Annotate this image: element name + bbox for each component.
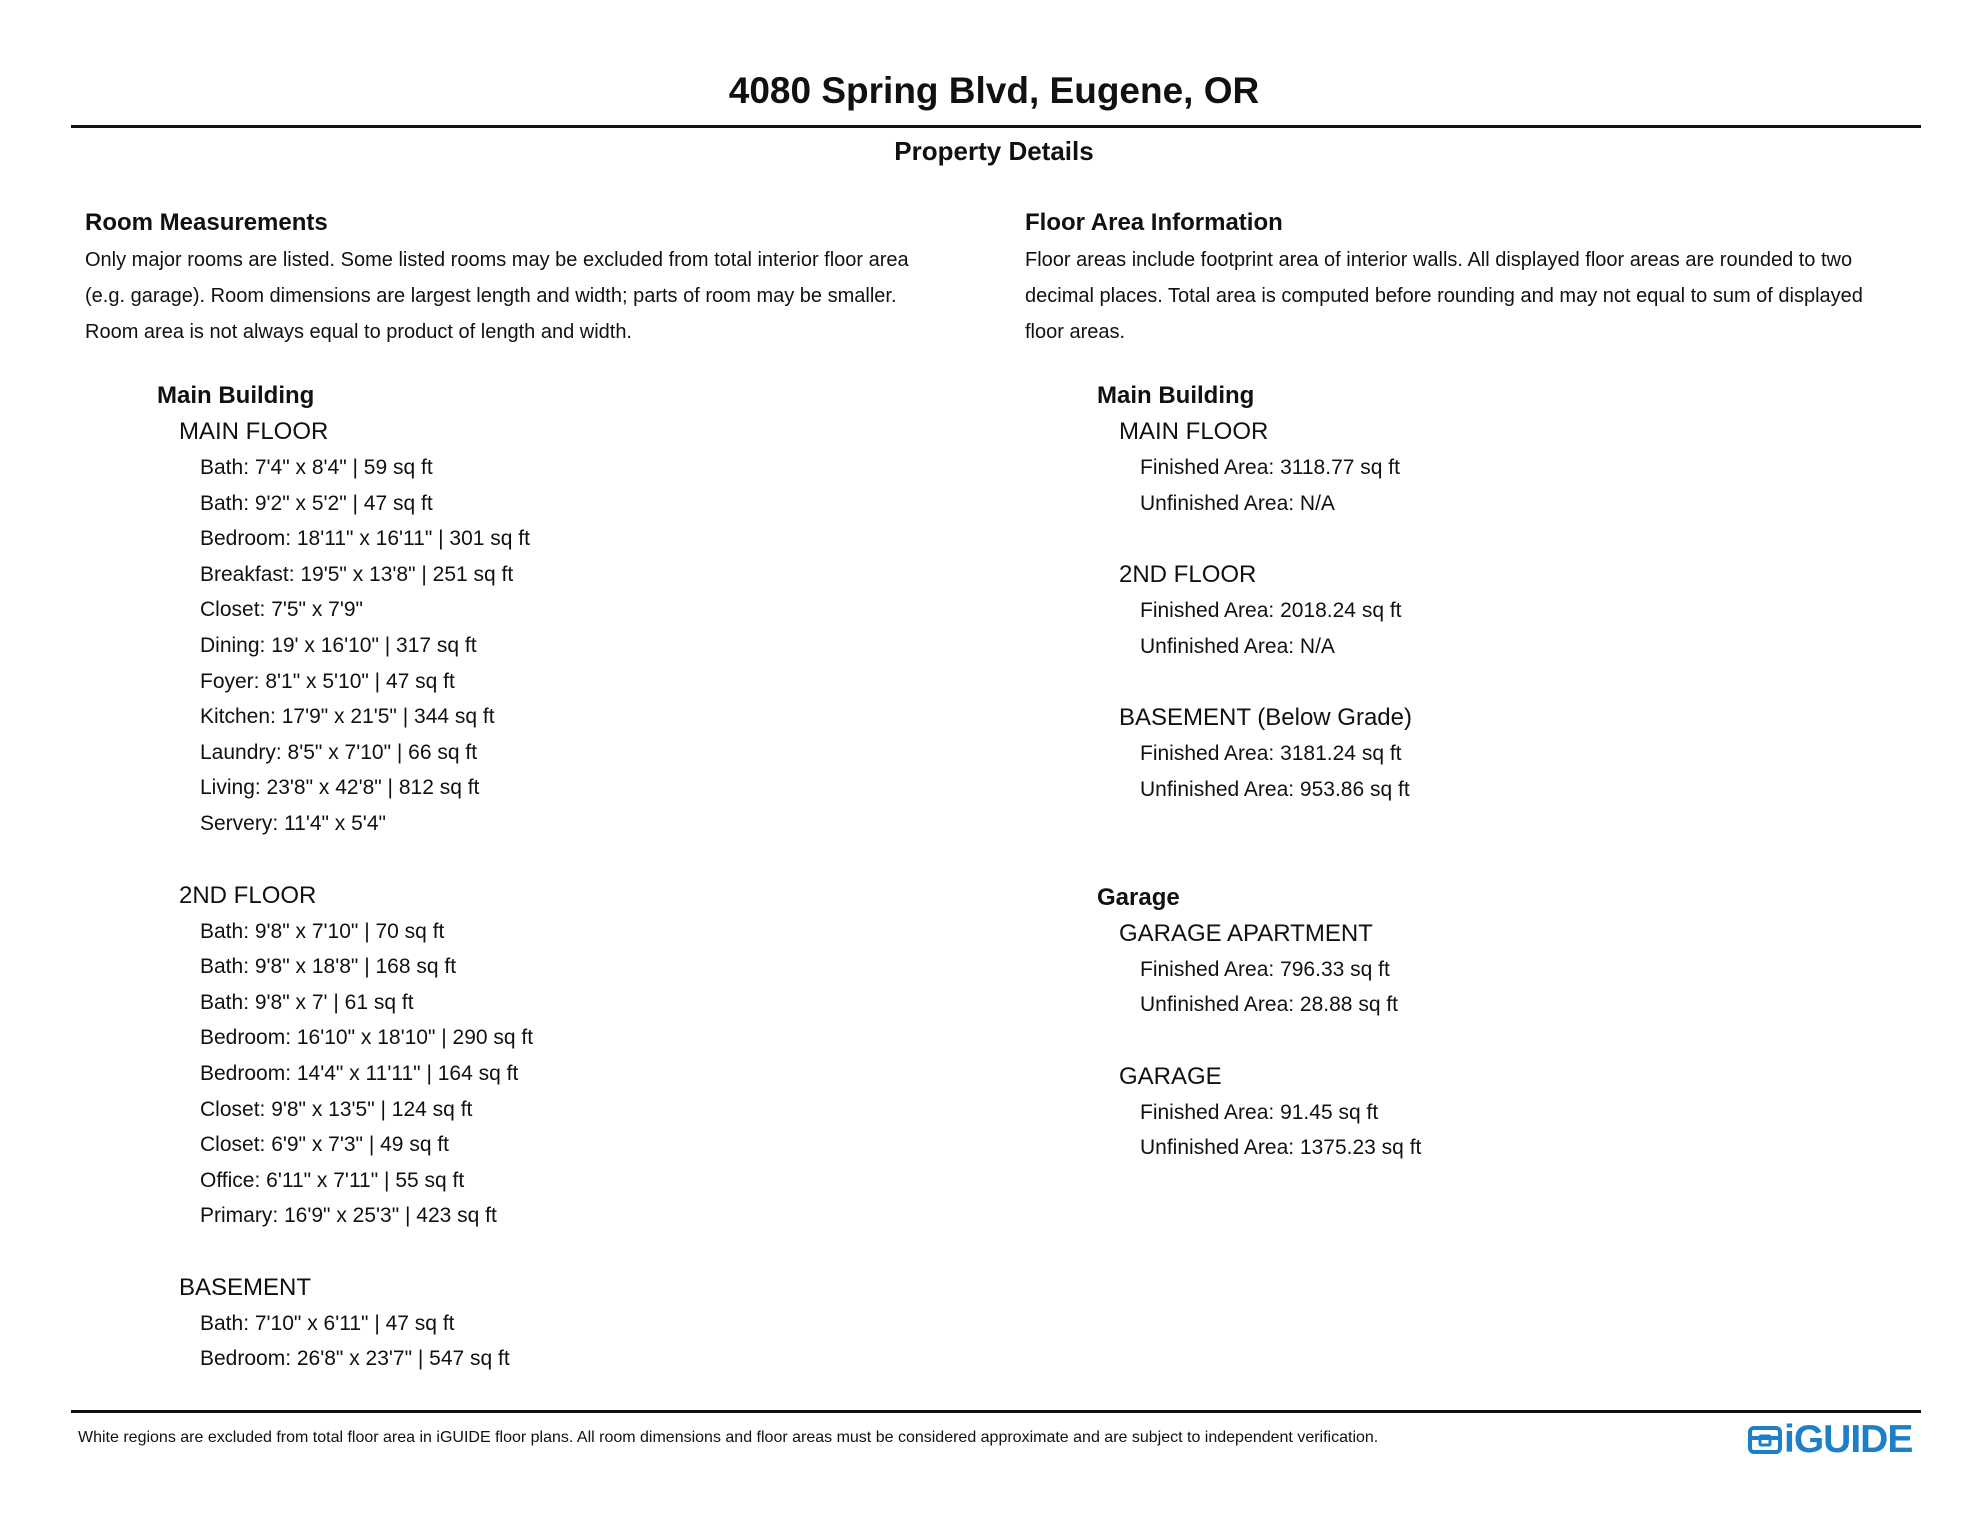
floor-main — [179, 414, 985, 842]
floor-area-heading: Floor Area Information — [1025, 209, 1283, 236]
room-item: Closet: 6'9" x 7'3" | 49 sq ft — [200, 1133, 450, 1157]
building-heading: Main Building — [157, 382, 315, 409]
area-list — [1140, 450, 1955, 521]
floor-heading: BASEMENT (Below Grade) — [1119, 704, 1412, 732]
room-item: Bath: 9'2" x 5'2" | 47 sq ft — [200, 491, 433, 515]
iguide-logo — [1748, 1418, 1912, 1462]
room-item: Foyer: 8'1" x 5'10" | 47 sq ft — [200, 669, 455, 693]
room-item: Bath: 9'8" x 18'8" | 168 sq ft — [200, 955, 457, 979]
floor-area-section — [1025, 206, 1955, 1166]
spacer — [1097, 521, 1955, 557]
footer-disclaimer: White regions are excluded from total floor area in iGUIDE floor plans. All room dimensions and floor areas must be considered approximate and are subject to independent verification. — [78, 1429, 1379, 1446]
room-item: Primary: 16'9" x 25'3" | 423 sq ft — [200, 1204, 497, 1228]
room-item: Dining: 19' x 16'10" | 317 sq ft — [200, 633, 477, 657]
room-item: Office: 6'11" x 7'11" | 55 sq ft — [200, 1168, 465, 1192]
floor-heading: BASEMENT — [179, 1273, 312, 1301]
room-item: Bath: 7'4" x 8'4" | 59 sq ft — [200, 456, 433, 479]
spacer — [157, 1234, 985, 1270]
floor-heading: 2ND FLOOR — [179, 881, 317, 909]
room-list — [200, 450, 985, 842]
intro-line: Only major rooms are listed. Some listed rooms may be excluded from total interior floor area — [85, 249, 909, 271]
finished-area: Finished Area: 3181.24 sq ft — [1140, 742, 1402, 766]
floor-heading: MAIN FLOOR — [1119, 418, 1269, 445]
finished-area: Finished Area: 2018.24 sq ft — [1140, 599, 1402, 623]
floor-heading: 2ND FLOOR — [1119, 561, 1257, 589]
finished-area: Finished Area: 91.45 sq ft — [1140, 1100, 1379, 1124]
room-item: Closet: 9'8" x 13'5" | 124 sq ft — [200, 1097, 473, 1121]
intro-line: Floor areas include footprint area of interior walls. All displayed floor areas are rounded to two — [1025, 249, 1853, 271]
room-item: Breakfast: 19'5" x 13'8" | 251 sq ft — [200, 562, 514, 586]
area-list — [1140, 736, 1955, 807]
area-list — [1140, 952, 1955, 1023]
unfinished-area: Unfinished Area: N/A — [1140, 491, 1335, 515]
floor-second — [179, 878, 985, 1234]
unfinished-area: Unfinished Area: N/A — [1140, 634, 1335, 658]
floor-heading: GARAGE — [1119, 1062, 1222, 1090]
intro-line: decimal places. Total area is computed before rounding and may not equal to sum of displayed — [1025, 285, 1863, 307]
garage-heading: Garage — [1097, 883, 1180, 911]
room-list — [200, 1306, 985, 1377]
iguide-logo-icon — [1748, 1424, 1784, 1456]
iguide-logo-text: iGUIDE — [1784, 1418, 1913, 1461]
main-building-areas — [1097, 378, 1955, 1166]
room-item: Bath: 7'10" x 6'11" | 47 sq ft — [200, 1311, 455, 1335]
spacer — [157, 842, 985, 878]
area-garage-apartment — [1119, 916, 1955, 1023]
room-item: Living: 23'8" x 42'8" | 812 sq ft — [200, 776, 480, 800]
floor-heading: MAIN FLOOR — [179, 418, 329, 445]
room-item: Bedroom: 18'11" x 16'11" | 301 sq ft — [200, 527, 530, 551]
page-title: 4080 Spring Blvd, Eugene, OR — [728, 70, 1260, 111]
room-item: Bath: 9'8" x 7'10" | 70 sq ft — [200, 919, 445, 943]
area-garage — [1119, 1059, 1955, 1166]
building-heading: Main Building — [1097, 382, 1255, 409]
unfinished-area: Unfinished Area: 1375.23 sq ft — [1140, 1136, 1422, 1160]
spacer — [1097, 1023, 1955, 1059]
footer-divider — [71, 1410, 1921, 1413]
room-measurements-section — [85, 206, 985, 1377]
room-measurements-heading: Room Measurements — [85, 209, 328, 236]
area-second-floor — [1119, 557, 1955, 664]
floor-area-intro — [1025, 242, 1955, 350]
room-item: Servery: 11'4" x 5'4" — [200, 811, 386, 835]
spacer — [1097, 664, 1955, 700]
room-item: Kitchen: 17'9" x 21'5" | 344 sq ft — [200, 705, 495, 729]
area-basement — [1119, 700, 1955, 807]
room-item: Bath: 9'8" x 7' | 61 sq ft — [200, 990, 414, 1014]
room-list — [200, 914, 985, 1234]
floor-basement — [179, 1270, 985, 1377]
room-item: Bedroom: 16'10" x 18'10" | 290 sq ft — [200, 1026, 534, 1050]
unfinished-area: Unfinished Area: 953.86 sq ft — [1140, 777, 1410, 801]
main-building-rooms — [157, 378, 985, 1377]
finished-area: Finished Area: 796.33 sq ft — [1140, 957, 1390, 981]
room-measurements-intro — [85, 242, 985, 350]
unfinished-area: Unfinished Area: 28.88 sq ft — [1140, 993, 1398, 1017]
area-main-floor — [1119, 414, 1955, 521]
finished-area: Finished Area: 3118.77 sq ft — [1140, 456, 1400, 479]
area-list — [1140, 1095, 1955, 1166]
intro-line: floor areas. — [1025, 321, 1126, 343]
floor-heading: GARAGE APARTMENT — [1119, 919, 1373, 947]
room-item: Closet: 7'5" x 7'9" — [200, 598, 364, 622]
room-item: Bedroom: 14'4" x 11'11" | 164 sq ft — [200, 1061, 519, 1085]
spacer — [1097, 808, 1955, 880]
room-item: Laundry: 8'5" x 7'10" | 66 sq ft — [200, 740, 478, 764]
room-item: Bedroom: 26'8" x 23'7" | 547 sq ft — [200, 1347, 510, 1371]
intro-line: Room area is not always equal to product of length and width. — [85, 321, 632, 343]
header-divider — [71, 125, 1921, 128]
area-list — [1140, 593, 1955, 664]
intro-line: (e.g. garage). Room dimensions are largest length and width; parts of room may be smaller. — [85, 285, 897, 307]
page-subtitle: Property Details — [894, 136, 1094, 166]
